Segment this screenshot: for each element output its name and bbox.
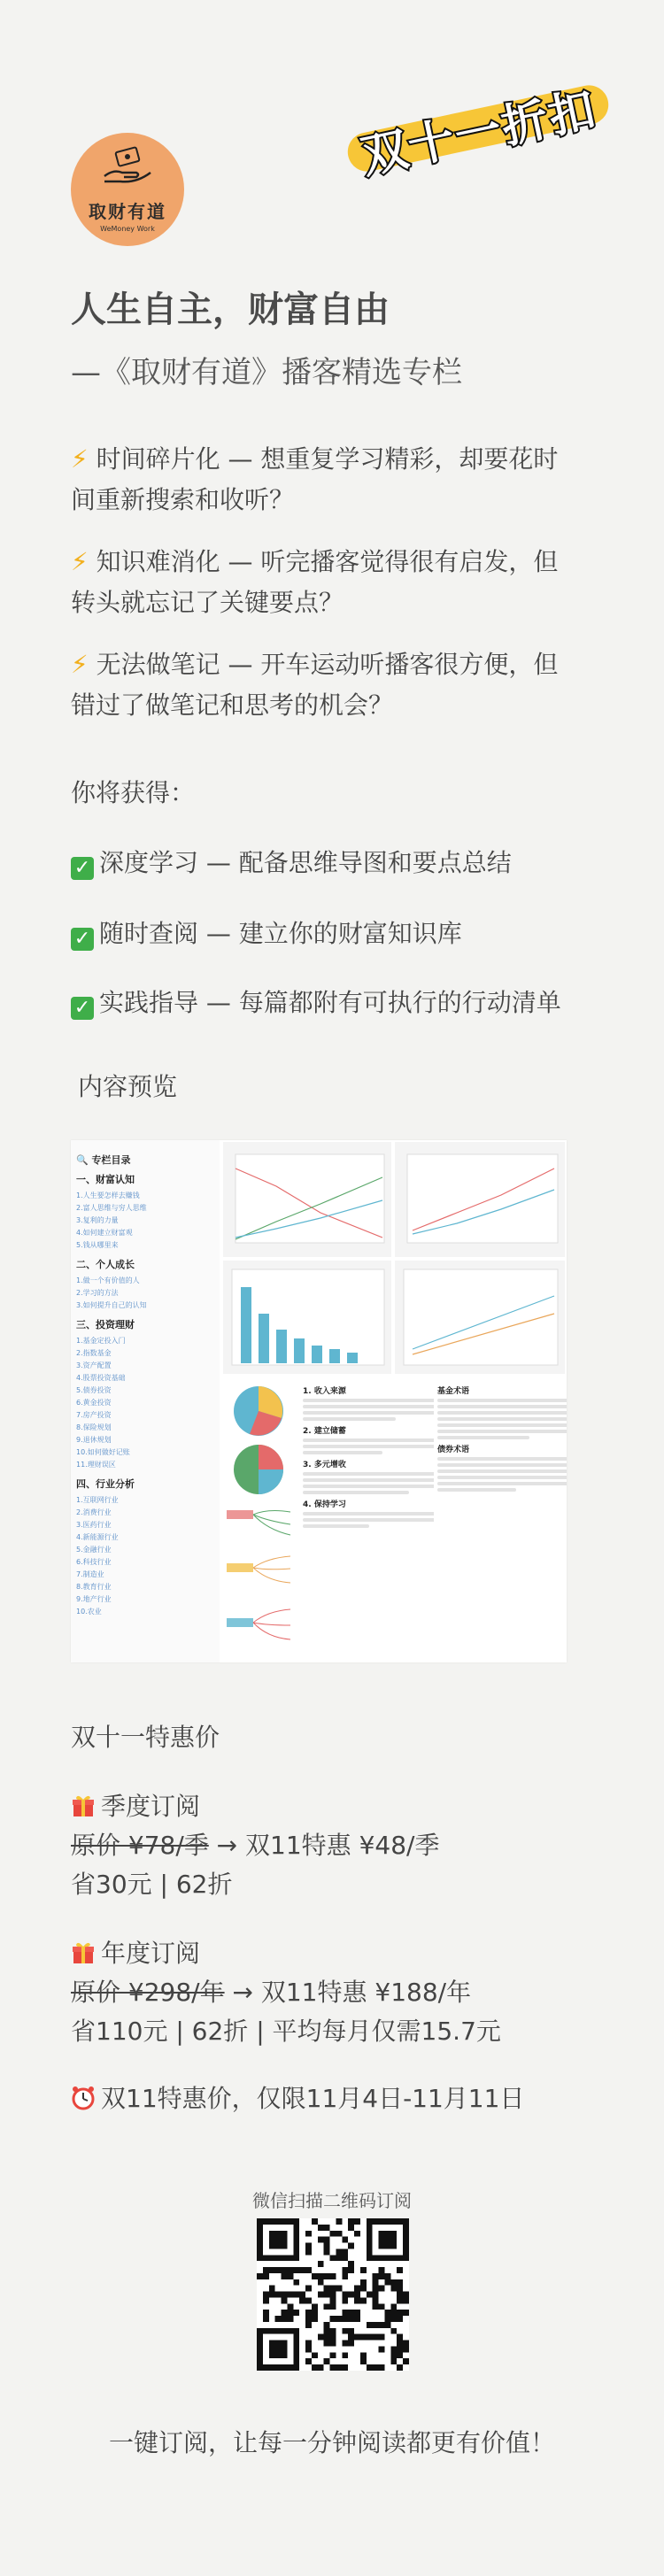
qr-module	[373, 2297, 379, 2303]
qr-module	[360, 2267, 367, 2273]
qr-module	[403, 2297, 409, 2303]
qr-module	[305, 2286, 312, 2292]
qr-module	[330, 2303, 336, 2310]
qr-module	[312, 2273, 318, 2279]
qr-module	[305, 2316, 312, 2322]
pain-point-2	[71, 542, 575, 623]
plan-label-text: 季度订阅	[101, 1792, 201, 1821]
qr-module	[403, 2292, 409, 2298]
preview-chart-3	[223, 1261, 391, 1374]
qr-module	[287, 2273, 293, 2279]
qr-module	[354, 2231, 360, 2237]
qr-module	[397, 2279, 403, 2286]
qr-module	[282, 2267, 288, 2273]
logo-name: 取财有道	[89, 201, 166, 222]
qr-module	[336, 2364, 342, 2371]
toc-item[interactable]: 9.退休规划	[76, 1436, 112, 1444]
qr-module	[275, 2267, 282, 2273]
qr-module	[367, 2364, 373, 2371]
qr-module	[324, 2322, 330, 2328]
qr-module	[384, 2322, 390, 2328]
qr-module	[354, 2316, 360, 2322]
toc-item[interactable]: 3.资产配置	[76, 1361, 112, 1369]
qr-module	[287, 2303, 293, 2310]
qr-module	[318, 2273, 324, 2279]
qr-module	[324, 2358, 330, 2364]
qr-module	[348, 2225, 354, 2231]
qr-module	[324, 2273, 330, 2279]
qr-module	[263, 2267, 269, 2273]
pain-point-3	[71, 644, 575, 726]
toc-item[interactable]: 10.如何做好记账	[76, 1448, 130, 1456]
qr-module	[330, 2292, 336, 2298]
quarterly-price	[71, 1825, 575, 1866]
preview-chart-2	[395, 1142, 565, 1257]
qr-module	[379, 2267, 385, 2273]
doc-heading: 基金术语	[437, 1387, 470, 1396]
qr-module	[318, 2292, 324, 2298]
qr-module	[354, 2310, 360, 2316]
qr-module	[379, 2322, 385, 2328]
qr-module	[330, 2328, 336, 2334]
lightning-icon: ⚡	[71, 444, 89, 474]
qr-module	[360, 2286, 367, 2292]
qr-module	[342, 2297, 348, 2303]
qr-module	[330, 2316, 336, 2322]
qr-module	[390, 2279, 397, 2286]
benefit-text: 随时查阅 — 建立你的财富知识库	[99, 919, 462, 948]
quarterly-plan-label	[71, 1786, 575, 1827]
qr-module	[348, 2328, 354, 2334]
qr-module	[330, 2255, 336, 2261]
qr-module	[342, 2273, 348, 2279]
qr-module	[336, 2231, 342, 2237]
qr-finder	[379, 2231, 398, 2249]
qr-module	[354, 2297, 360, 2303]
sale-price: → 双11特惠 ¥188/年	[224, 1978, 472, 2007]
qr-module	[305, 2341, 312, 2347]
qr-module	[324, 2243, 330, 2249]
qr-module	[384, 2310, 390, 2316]
toc-item[interactable]: 2.学习的方法	[76, 1289, 119, 1297]
qr-module	[324, 2286, 330, 2292]
toc-item[interactable]: 5.债券投资	[76, 1386, 112, 1394]
qr-module	[269, 2292, 275, 2298]
preview-chart-4	[395, 1261, 565, 1374]
deadline-text: 双11特惠价，仅限11月4日-11月11日	[101, 2084, 525, 2113]
qr-module	[282, 2292, 288, 2298]
qr-module	[373, 2292, 379, 2298]
qr-module	[360, 2279, 367, 2286]
toc-item[interactable]: 2.指数基金	[76, 1349, 112, 1357]
toc-item[interactable]: 5.钱从哪里来	[76, 1241, 119, 1249]
qr-module	[312, 2316, 318, 2322]
qr-module	[373, 2286, 379, 2292]
qr-module	[403, 2310, 409, 2316]
qr-module	[342, 2248, 348, 2255]
qr-module	[257, 2273, 263, 2279]
qr-module	[367, 2322, 373, 2328]
toc-item[interactable]: 9.地产行业	[76, 1595, 112, 1603]
qr-module	[360, 2334, 367, 2341]
qr-module	[360, 2297, 367, 2303]
toc-body	[76, 1172, 214, 1618]
original-price: 原价 ¥78/季	[71, 1831, 209, 1860]
qr-module	[354, 2286, 360, 2292]
footer-slogan: 一键订阅，让每一分钟阅读都更有价值！	[108, 2428, 555, 2457]
qr-module	[373, 2303, 379, 2310]
qr-module	[330, 2352, 336, 2358]
sale-price: → 双11特惠 ¥48/季	[208, 1831, 440, 1860]
qr-module	[379, 2273, 385, 2279]
toc-title-text: 专栏目录	[91, 1154, 131, 1166]
toc-item[interactable]: 1.人生要怎样去赚钱	[76, 1192, 140, 1199]
page-title: 人生自主，财富自由	[71, 289, 390, 330]
preview-doc-2	[434, 1377, 567, 1662]
qr-module	[312, 2352, 318, 2358]
qr-module	[390, 2310, 397, 2316]
qr-module	[305, 2346, 312, 2352]
qr-module	[342, 2316, 348, 2322]
benefits-heading: 你将获得：	[71, 778, 196, 807]
qr-module	[397, 2267, 403, 2273]
qr-module	[275, 2316, 282, 2322]
qr-module	[293, 2279, 299, 2286]
qr-module	[360, 2352, 367, 2358]
qr-module	[312, 2364, 318, 2371]
qr-module	[348, 2218, 354, 2225]
check-icon: ✓	[71, 928, 94, 951]
plan-label-text: 年度订阅	[101, 1939, 201, 1968]
qr-module	[305, 2267, 312, 2273]
qr-module	[293, 2292, 299, 2298]
preview-doc-1	[299, 1377, 439, 1662]
toc-item[interactable]: 1.互联网行业	[76, 1496, 119, 1504]
qr-module	[263, 2316, 269, 2322]
qr-module	[269, 2267, 275, 2273]
benefit-text: 实践指导 — 每篇都附有可执行的行动清单	[99, 988, 561, 1017]
qr-module	[336, 2218, 342, 2225]
qr-module	[330, 2273, 336, 2279]
pain-point-text: 时间碎片化 — 想重复学习精彩，却要花时间重新搜索和收听？	[71, 444, 559, 514]
qr-module	[318, 2364, 324, 2371]
yearly-price	[71, 1972, 575, 2013]
qr-module	[342, 2352, 348, 2358]
toc-section-title: 四、行业分析	[76, 1478, 135, 1490]
qr-module	[336, 2286, 342, 2292]
qr-module	[305, 2297, 312, 2303]
pain-point-1	[71, 439, 575, 521]
qr-module	[354, 2218, 360, 2225]
search-icon: 🔍	[76, 1154, 89, 1166]
qr-module	[397, 2292, 403, 2298]
qr-module	[336, 2316, 342, 2322]
qr-module	[390, 2286, 397, 2292]
qr-module	[330, 2286, 336, 2292]
qr-module	[324, 2328, 330, 2334]
toc-item[interactable]: 7.房产投资	[76, 1411, 112, 1419]
qr-module	[390, 2346, 397, 2352]
qr-module	[360, 2358, 367, 2364]
qr-module	[263, 2292, 269, 2298]
pain-point-text: 知识难消化 — 听完播客觉得很有启发，但转头就忘记了关键要点？	[71, 547, 559, 617]
toc-item[interactable]: 2.富人思维与穷人思维	[76, 1204, 147, 1212]
brand-logo	[71, 133, 184, 246]
toc-section-title: 三、投资理财	[76, 1319, 135, 1330]
qr-module	[336, 2248, 342, 2255]
toc-item[interactable]: 2.消费行业	[76, 1508, 112, 1516]
qr-module	[342, 2267, 348, 2273]
qr-module	[318, 2237, 324, 2243]
alarm-clock-icon	[71, 2086, 96, 2110]
qr-module	[318, 2334, 324, 2341]
doc-heading: 2. 建立储蓄	[303, 1427, 346, 1436]
qr-module	[336, 2255, 342, 2261]
qr-finder	[269, 2231, 288, 2249]
qr-module	[324, 2248, 330, 2255]
qr-module	[305, 2310, 312, 2316]
toc-item[interactable]: 7.制造业	[76, 1570, 104, 1578]
toc-item[interactable]: 4.股票投资基础	[76, 1374, 126, 1382]
qr-module	[384, 2273, 390, 2279]
qr-module	[287, 2292, 293, 2298]
qr-module	[379, 2334, 385, 2341]
check-icon: ✓	[71, 997, 94, 1020]
qr-module	[379, 2303, 385, 2310]
lightning-icon: ⚡	[71, 650, 89, 679]
benefit-text: 深度学习 — 配备思维导图和要点总结	[99, 848, 512, 877]
qr-module	[287, 2267, 293, 2273]
qr-module	[318, 2261, 324, 2267]
qr-module	[269, 2286, 275, 2292]
qr-module	[403, 2341, 409, 2347]
qr-module	[342, 2310, 348, 2316]
doc-heading: 1. 收入来源	[303, 1387, 346, 1396]
qr-module	[348, 2334, 354, 2341]
qr-module	[348, 2292, 354, 2298]
toc-title	[76, 1153, 214, 1167]
logo-subtitle: WeMoney Work	[100, 225, 155, 233]
qr-module	[299, 2267, 305, 2273]
qr-module	[263, 2297, 269, 2303]
qr-module	[299, 2297, 305, 2303]
qr-module	[373, 2364, 379, 2371]
qr-module	[342, 2328, 348, 2334]
qr-module	[263, 2273, 269, 2279]
qr-module	[354, 2292, 360, 2298]
qr-module	[282, 2297, 288, 2303]
qr-module	[342, 2255, 348, 2261]
toc-item[interactable]: 10.农业	[76, 1608, 102, 1616]
qr-module	[293, 2310, 299, 2316]
qr-module	[397, 2346, 403, 2352]
qr-module	[390, 2316, 397, 2322]
qr-module	[397, 2297, 403, 2303]
qr-module	[373, 2273, 379, 2279]
qr-module	[373, 2279, 379, 2286]
toc-item[interactable]: 1.做一个有价值的人	[76, 1276, 140, 1284]
qr-module	[330, 2231, 336, 2237]
toc-item[interactable]: 4.新能源行业	[76, 1533, 119, 1541]
toc-item[interactable]: 6.黄金投资	[76, 1399, 112, 1407]
qr-module	[384, 2316, 390, 2322]
qr-module	[305, 2322, 312, 2328]
toc-panel	[71, 1140, 220, 1662]
preview-heading: 内容预览	[78, 1072, 178, 1101]
qr-module	[282, 2316, 288, 2322]
toc-item[interactable]: 8.保险规划	[76, 1423, 112, 1431]
gift-icon	[71, 1940, 96, 1965]
qr-module	[373, 2334, 379, 2341]
benefit-item-3	[71, 983, 575, 1023]
qr-module	[287, 2316, 293, 2322]
qr-module	[390, 2303, 397, 2310]
doc-heading: 4. 保持学习	[303, 1500, 346, 1509]
qr-module	[299, 2292, 305, 2298]
qr-module	[324, 2237, 330, 2243]
toc-item[interactable]: 5.金融行业	[76, 1546, 112, 1554]
qr-module	[324, 2334, 330, 2341]
qr-module	[397, 2310, 403, 2316]
qr-module	[403, 2346, 409, 2352]
qr-module	[348, 2261, 354, 2267]
original-price: 原价 ¥298/年	[71, 1978, 225, 2007]
qr-module	[305, 2248, 312, 2255]
qr-module	[403, 2358, 409, 2364]
qr-module	[342, 2292, 348, 2298]
qr-module	[330, 2341, 336, 2347]
qr-module	[282, 2273, 288, 2279]
qr-module	[397, 2364, 403, 2371]
benefit-item-2	[71, 914, 575, 954]
qr-module	[390, 2328, 397, 2334]
qr-module	[324, 2341, 330, 2347]
qr-module	[342, 2341, 348, 2347]
qr-module	[330, 2334, 336, 2341]
qr-module	[348, 2310, 354, 2316]
benefit-item-1	[71, 843, 575, 883]
qr-module	[305, 2358, 312, 2364]
toc-item[interactable]: 11.理财误区	[76, 1461, 116, 1469]
quarterly-note: 省30元 | 62折	[71, 1870, 233, 1899]
qr-module	[324, 2303, 330, 2310]
preview-pie-charts	[223, 1377, 296, 1501]
qr-module	[397, 2341, 403, 2347]
qr-module	[348, 2341, 354, 2347]
qr-module	[367, 2334, 373, 2341]
offer-heading: 双十一特惠价	[71, 1723, 220, 1752]
page-subtitle: —《取财有道》播客精选专栏	[71, 355, 462, 390]
qr-module	[373, 2322, 379, 2328]
toc-item[interactable]: 4.如何建立财富观	[76, 1229, 133, 1237]
preview-mindmap	[223, 1505, 296, 1661]
qr-module	[348, 2243, 354, 2249]
qr-module	[324, 2225, 330, 2231]
content-preview-image	[71, 1140, 567, 1662]
qr-module	[397, 2286, 403, 2292]
toc-item[interactable]: 3.复利的力量	[76, 1216, 119, 1224]
toc-item[interactable]: 3.如何提升自己的认知	[76, 1301, 147, 1309]
qr-module	[367, 2292, 373, 2298]
wechat-qr-code[interactable]	[257, 2218, 409, 2371]
qr-module	[379, 2286, 385, 2292]
qr-module	[287, 2310, 293, 2316]
qr-module	[305, 2243, 312, 2249]
preview-chart-1	[223, 1142, 391, 1257]
qr-module	[379, 2364, 385, 2371]
qr-module	[390, 2358, 397, 2364]
qr-module	[324, 2292, 330, 2298]
qr-module	[348, 2316, 354, 2322]
toc-section-title: 一、财富认知	[76, 1174, 135, 1185]
qr-module	[379, 2346, 385, 2352]
qr-module	[263, 2310, 269, 2316]
qr-module	[330, 2364, 336, 2371]
sticker-text: 双十一折扣	[356, 81, 602, 184]
qr-module	[312, 2218, 318, 2225]
qr-module	[312, 2310, 318, 2316]
lightning-icon: ⚡	[71, 547, 89, 576]
qr-module	[275, 2292, 282, 2298]
toc-item[interactable]: 6.科技行业	[76, 1558, 112, 1566]
qr-module	[354, 2334, 360, 2341]
yearly-note: 省110元 | 62折 | 平均每月仅需15.7元	[71, 2017, 501, 2046]
toc-item[interactable]: 8.教育行业	[76, 1583, 112, 1591]
qr-module	[330, 2297, 336, 2303]
check-icon: ✓	[71, 857, 94, 880]
qr-module	[318, 2225, 324, 2231]
qr-module	[342, 2237, 348, 2243]
deadline-notice	[71, 2079, 575, 2119]
qr-module	[348, 2267, 354, 2273]
qr-module	[384, 2279, 390, 2286]
doc-heading: 债券术语	[437, 1446, 470, 1454]
qr-module	[282, 2310, 288, 2316]
pain-point-text: 无法做笔记 — 开车运动听播客很方便，但错过了做笔记和思考的机会？	[71, 650, 559, 720]
yearly-plan-label	[71, 1933, 575, 1974]
qr-module	[397, 2352, 403, 2358]
qr-module	[342, 2364, 348, 2371]
toc-section-title: 二、个人成长	[76, 1259, 135, 1270]
qr-module	[318, 2279, 324, 2286]
qr-module	[390, 2352, 397, 2358]
gift-icon	[71, 1793, 96, 1818]
promo-sticker	[339, 58, 617, 199]
qr-caption: 微信扫描二维码订阅	[252, 2190, 412, 2211]
qr-module	[293, 2267, 299, 2273]
qr-module	[397, 2334, 403, 2341]
qr-module	[397, 2316, 403, 2322]
toc-item[interactable]: 3.医药行业	[76, 1521, 112, 1529]
qr-finder	[269, 2341, 288, 2359]
qr-module	[312, 2303, 318, 2310]
toc-item[interactable]: 1.基金定投入门	[76, 1337, 126, 1345]
hand-money-icon	[101, 146, 154, 192]
qr-module	[305, 2231, 312, 2237]
doc-heading: 3. 多元增收	[303, 1461, 346, 1469]
